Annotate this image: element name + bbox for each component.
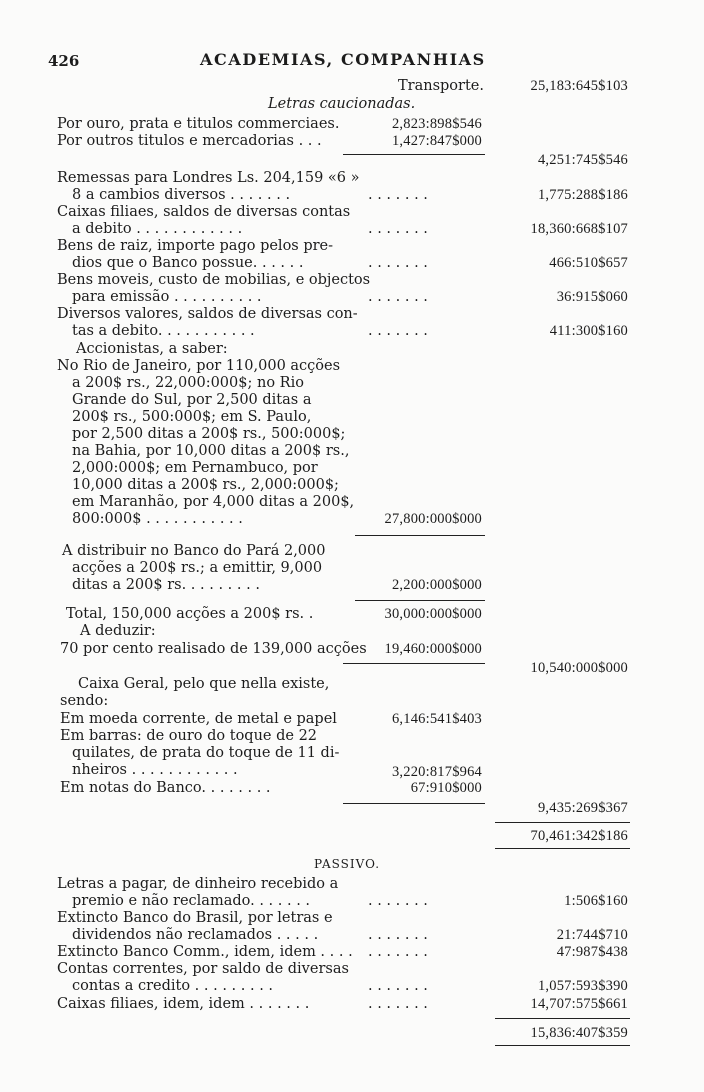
rule	[495, 848, 630, 849]
passivo-item-text: dividendos não reclamados . . . . .	[72, 927, 319, 943]
deduzir-amount: 19,460:000$000	[384, 641, 482, 657]
item-text: Remessas para Londres Ls. 204,159 «6 »	[57, 170, 360, 186]
leader-dots: . . . . . . .	[368, 893, 428, 909]
deduzir-label: A deduzir:	[80, 623, 156, 639]
item-text: 8 a cambios diversos . . . . . . .	[72, 187, 291, 203]
item-text: dios que o Banco possue. . . . . .	[72, 255, 304, 271]
leader-dots: . . . . . . .	[368, 221, 428, 237]
total-acoes-text: Total, 150,000 acções a 200$ rs. .	[66, 606, 314, 622]
caixa-line: Caixa Geral, pelo que nella existe,	[78, 676, 330, 692]
caixa-line: sendo:	[60, 693, 109, 709]
leader-dots: . . . . . . .	[368, 255, 428, 271]
item-amount: 36:915$060	[556, 289, 628, 305]
accionistas-line: 200$ rs., 500:000$; em S. Paulo,	[72, 409, 312, 425]
accionistas-line: 800:000$ . . . . . . . . . . .	[72, 511, 243, 527]
passivo-item-text: Letras a pagar, de dinheiro recebido a	[57, 876, 339, 892]
accionistas-amount: 27,800:000$000	[384, 511, 482, 527]
passivo-item-amount: 14,707:575$661	[530, 996, 628, 1012]
distribuir-line: A distribuir no Banco do Pará 2,000	[62, 543, 326, 559]
passivo-total: 15,836:407$359	[530, 1025, 628, 1041]
deduzir-result: 10,540:000$000	[530, 660, 628, 676]
accionistas-line: 10,000 ditas a 200$ rs., 2,000:000$;	[72, 477, 339, 493]
page-number: 426	[48, 52, 80, 70]
item-amount: 1,775:288$186	[537, 187, 628, 203]
item-amount: 411:300$160	[549, 323, 628, 339]
distribuir-line: ditas a 200$ rs. . . . . . . . .	[72, 577, 260, 593]
passivo-item-text: Extincto Banco Comm., idem, idem . . . .	[57, 944, 353, 960]
item-text: Caixas filiaes, saldos de diversas contas	[57, 204, 351, 220]
letras-line-1: Por ouro, prata e titulos commerciaes.	[57, 116, 340, 132]
letras-line-2: Por outros titulos e mercadorias . . .	[57, 133, 322, 149]
passivo-item-text: Extincto Banco do Brasil, por letras e	[57, 910, 333, 926]
accionistas-line: na Bahia, por 10,000 ditas a 200$ rs.,	[72, 443, 350, 459]
accionistas-line: 2,000:000$; em Pernambuco, por	[72, 460, 318, 476]
accionistas-line: por 2,500 ditas a 200$ rs., 500:000$;	[72, 426, 346, 442]
accionistas-line: a 200$ rs., 22,000:000$; no Rio	[72, 375, 304, 391]
passivo-item-text: contas a credito . . . . . . . . .	[72, 978, 274, 994]
caixa-barras-amount: 3,220:817$964	[391, 764, 482, 780]
distribuir-amount: 2,200:000$000	[391, 577, 482, 593]
item-amount: 466:510$657	[549, 255, 628, 271]
accionistas-line: No Rio de Janeiro, por 110,000 acções	[57, 358, 341, 374]
passivo-item-amount: 1:506$160	[564, 893, 628, 909]
leader-dots: . . . . . . .	[368, 323, 428, 339]
caixa-barras-line: Em barras: de ouro do toque de 22	[60, 728, 318, 744]
letras-line-2-amount: 1,427:847$000	[391, 133, 482, 149]
rule	[343, 154, 485, 155]
rule	[355, 600, 485, 601]
item-amount: 18,360:668$107	[530, 221, 628, 237]
transporte-label: Transporte.	[398, 78, 484, 94]
item-text: tas a debito. . . . . . . . . . .	[72, 323, 255, 339]
leader-dots: . . . . . . .	[368, 187, 428, 203]
item-text: Diversos valores, saldos de diversas con-	[57, 306, 358, 322]
total-acoes-amount: 30,000:000$000	[384, 606, 482, 622]
passivo-item-amount: 47:987$438	[556, 944, 628, 960]
letras-total: 4,251:745$546	[537, 152, 628, 168]
rule	[355, 535, 485, 536]
item-text: a debito . . . . . . . . . . . .	[72, 221, 243, 237]
rule	[495, 822, 630, 823]
caixa-notas-text: Em notas do Banco. . . . . . . .	[60, 780, 271, 796]
rule	[343, 663, 485, 664]
accionistas-heading: Accionistas, a saber:	[76, 341, 228, 357]
leader-dots: . . . . . . .	[368, 978, 428, 994]
passivo-item-amount: 1,057:593$390	[537, 978, 628, 994]
caixa-moeda-amount: 6,146:541$403	[391, 711, 482, 727]
item-text: para emissão . . . . . . . . . .	[72, 289, 262, 305]
distribuir-line: acções a 200$ rs.; a emittir, 9,000	[72, 560, 323, 576]
page-title: ACADEMIAS, COMPANHIAS	[200, 50, 486, 69]
passivo-item-amount: 21:744$710	[556, 927, 628, 943]
accionistas-line: Grande do Sul, por 2,500 ditas a	[72, 392, 312, 408]
passivo-heading: PASSIVO.	[314, 857, 381, 871]
letras-line-1-amount: 2,823:898$546	[391, 116, 482, 132]
passivo-item-text: premio e não reclamado. . . . . . .	[72, 893, 311, 909]
item-text: Bens de raiz, importe pago pelos pre-	[57, 238, 334, 254]
leader-dots: . . . . . . .	[368, 944, 428, 960]
letras-subtitle: Letras caucionadas.	[268, 96, 416, 112]
grand-total-active: 70,461:342$186	[530, 828, 628, 844]
caixa-moeda-text: Em moeda corrente, de metal e papel	[60, 711, 337, 727]
rule	[495, 1018, 630, 1019]
deduzir-text: 70 por cento realisado de 139,000 acções	[60, 641, 367, 657]
transporte-amount: 25,183:645$103	[530, 78, 628, 94]
caixa-total: 9,435:269$367	[537, 800, 628, 816]
leader-dots: . . . . . . .	[368, 996, 428, 1012]
caixa-barras-line: nheiros . . . . . . . . . . . .	[72, 762, 238, 778]
accionistas-line: em Maranhão, por 4,000 ditas a 200$,	[72, 494, 355, 510]
caixa-notas-amount: 67:910$000	[410, 780, 482, 796]
passivo-item-text: Caixas filiaes, idem, idem . . . . . . .	[57, 996, 310, 1012]
passivo-item-text: Contas correntes, por saldo de diversas	[57, 961, 349, 977]
caixa-barras-line: quilates, de prata do toque de 11 di-	[72, 745, 340, 761]
leader-dots: . . . . . . .	[368, 289, 428, 305]
leader-dots: . . . . . . .	[368, 927, 428, 943]
rule	[495, 1045, 630, 1046]
item-text: Bens moveis, custo de mobilias, e objectos	[57, 272, 371, 288]
rule	[343, 803, 485, 804]
